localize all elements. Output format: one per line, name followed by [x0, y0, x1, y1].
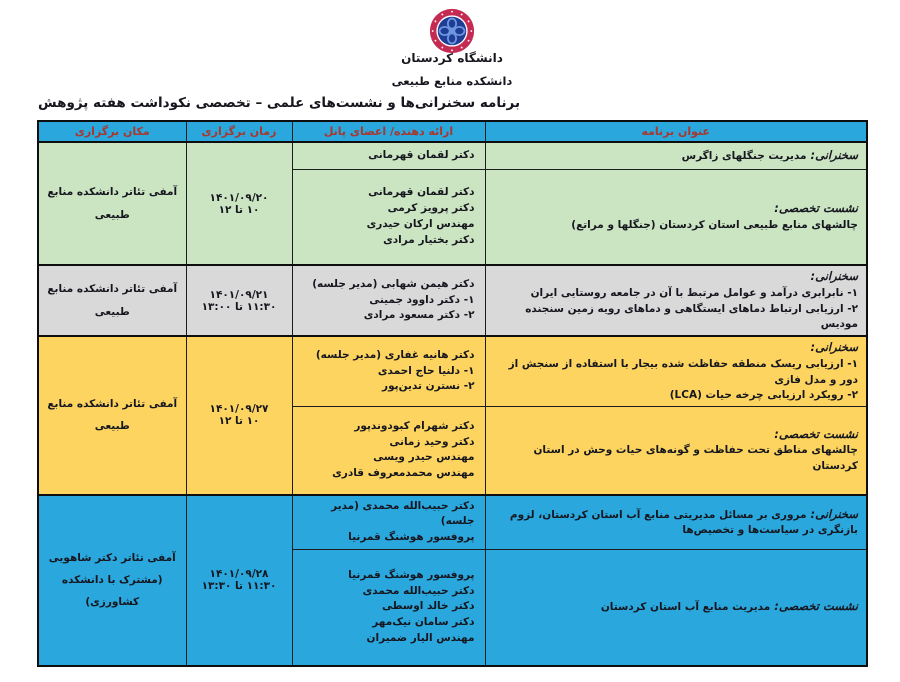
column-header-program-title: عنوان برنامه: [485, 121, 867, 142]
presenter-name: پروفسور هوشنگ قمرنیا: [348, 568, 475, 581]
presenter-name: دکتر سامان نیک‌مهر: [372, 616, 475, 629]
schedule-table: [37, 120, 868, 667]
presenter-name: دکتر هانیه غفاری (مدیر جلسه): [315, 348, 475, 361]
presenter-name: پروفسور هوشنگ قمرنیا: [348, 531, 475, 544]
session-title-text: مدیریت جنگلهای زاگرس: [681, 149, 807, 162]
session-type-label: سخنرانی:: [810, 340, 858, 354]
university-logo-icon: [429, 8, 475, 54]
table-row: [38, 265, 867, 336]
title-heading-line: [490, 200, 859, 218]
program-title-cell: [485, 336, 867, 407]
session-type-label: نشست تخصصی:: [774, 599, 858, 614]
table-header-row: [38, 121, 867, 142]
time-cell: [186, 336, 292, 495]
location-line: آمفی تئاتر دانشکده منابع طبیعی: [47, 283, 178, 318]
location-cell: [38, 495, 186, 666]
session-type-label: سخنرانی:: [810, 147, 858, 162]
program-title-cell: [485, 169, 867, 265]
location-cell: [38, 265, 186, 336]
session-type-label: نشست تخصصی:: [774, 426, 858, 441]
presenter-name: مهندس محمدمعروف قادری: [332, 467, 475, 479]
location-line: آمفی تئاتر دانشکده منابع طبیعی: [47, 186, 178, 221]
presenter-name: دکتر لقمان قهرمانی: [368, 148, 475, 161]
session-title-text: مروری بر مسائل مدیریتی منابع آب استان کردستان، لزوم بازنگری در سیاست‌ها و تخصیص‌ها: [509, 508, 858, 537]
session-date: ۱۴۰۱/۰۹/۲۷: [209, 403, 269, 416]
presenter-name: دکتر حبیب‌الله محمدی (مدیر جلسه): [331, 499, 475, 528]
title-line: چالشهای مناطق تحت حفاظت و گونه‌های حیات وحش در استان کردستان: [533, 444, 858, 473]
location-cell: [38, 142, 186, 265]
time-cell: [186, 495, 292, 666]
presenter-name: دکتر لقمان قهرمانی: [368, 186, 475, 199]
presenters-cell: [292, 550, 485, 666]
title-line: چالشهای منابع طبیعی استان کردستان (جنگلها و مراتع): [571, 218, 858, 231]
title-line: ۱- نابرابری درآمد و عوامل مرتبط با آن در جامعه روستایی ایران: [530, 286, 858, 299]
presenter-name: دکتر حبیب‌الله محمدی: [362, 584, 475, 597]
presenter-name: مهندس ارکان حیدری: [366, 217, 475, 230]
session-title-text: مدیریت منابع آب استان کردستان: [600, 601, 771, 614]
column-header-time: زمان برگزاری: [186, 121, 292, 142]
session-type-label: سخنرانی:: [810, 506, 858, 521]
table-row: [38, 336, 867, 407]
page-title: برنامه سخنرانی‌ها و نشست‌های علمی – تخصصی نکوداشت هفته پژوهش: [38, 95, 521, 111]
session-type-label: نشست تخصصی:: [774, 201, 858, 215]
title-heading-line: [490, 339, 859, 357]
table-row: [38, 495, 867, 550]
title-heading-line: [490, 426, 859, 444]
presenters-cell: [292, 265, 485, 336]
title-heading-line: [490, 147, 859, 165]
session-type-label: سخنرانی:: [810, 269, 858, 283]
program-title-cell: [485, 407, 867, 495]
title-line: ۲- ارزیابی ارتباط دماهای ایستگاهی و دماهای رویه زمین سنجنده مودیس: [525, 302, 858, 331]
presenter-name: دکتر پرویز کرمی: [387, 202, 475, 214]
presenter-name: مهندس حیدر ویسی: [373, 451, 475, 464]
location-line: آمفی تئاتر دکتر شاهویی: [48, 551, 176, 564]
presenter-name: دکتر شهرام کبودوندپور: [354, 419, 475, 432]
program-title-cell: [485, 265, 867, 336]
presenter-name: ۲- دکتر مسعود مرادی: [363, 309, 475, 322]
session-time: ۱۰ تا ۱۲: [218, 415, 260, 428]
time-cell: [186, 265, 292, 336]
presenters-cell: [292, 407, 485, 495]
location-line: (مشترک با دانشکده کشاورزی): [61, 573, 163, 609]
program-title-cell: [485, 495, 867, 550]
session-time: ۱۱:۳۰ تا ۱۳:۰۰: [201, 300, 277, 313]
presenter-name: ۱- دلنیا حاج احمدی: [377, 364, 475, 377]
presenter-name: ۱- دکتر داوود جمینی: [369, 293, 475, 306]
presenter-name: مهندس الیار ضمیران: [366, 631, 475, 644]
title-heading-line: [490, 506, 859, 540]
session-time: ۱۰ تا ۱۲: [218, 203, 260, 216]
presenter-name: دکتر بختیار مرادی: [383, 233, 475, 246]
presenters-cell: [292, 169, 485, 265]
presenter-name: دکتر هیمن شهابی (مدیر جلسه): [312, 277, 475, 290]
column-header-presenters: ارائه دهنده/ اعضای پانل: [292, 121, 485, 142]
university-name: دانشگاه کردستان: [401, 51, 503, 65]
presenter-name: دکتر وحید زمانی: [389, 435, 475, 448]
faculty-name: دانشکده منابع طبیعی: [391, 74, 513, 88]
presenters-cell: [292, 495, 485, 550]
title-heading-line: [490, 598, 859, 616]
table-row: [38, 142, 867, 169]
time-cell: [186, 142, 292, 265]
column-header-location: مکان برگزاری: [38, 121, 186, 142]
presenter-name: ۲- نسترن تدین‌پور: [382, 380, 475, 393]
session-date: ۱۴۰۱/۰۹/۲۱: [209, 288, 269, 301]
logo-svg: [429, 8, 475, 54]
location-cell: [38, 336, 186, 495]
presenter-name: دکتر خالد اوسطی: [382, 600, 475, 613]
title-heading-line: [490, 268, 859, 286]
program-title-cell: [485, 550, 867, 666]
program-title-cell: [485, 142, 867, 169]
session-time: ۱۱:۳۰ تا ۱۳:۳۰: [201, 580, 277, 592]
title-line: ۱- ارزیابی ریسک منطقه حفاظت شده بیجار با استفاده از سنجش از دور و مدل فازی: [508, 357, 858, 386]
location-line: آمفی تئاتر دانشکده منابع طبیعی: [47, 398, 178, 433]
session-date: ۱۴۰۱/۰۹/۲۸: [209, 568, 269, 580]
presenters-cell: [292, 142, 485, 169]
session-date: ۱۴۰۱/۰۹/۲۰: [209, 191, 269, 204]
title-line: ۲- رویکرد ارزیابی چرخه حیات (LCA): [669, 389, 858, 402]
presenters-cell: [292, 336, 485, 407]
